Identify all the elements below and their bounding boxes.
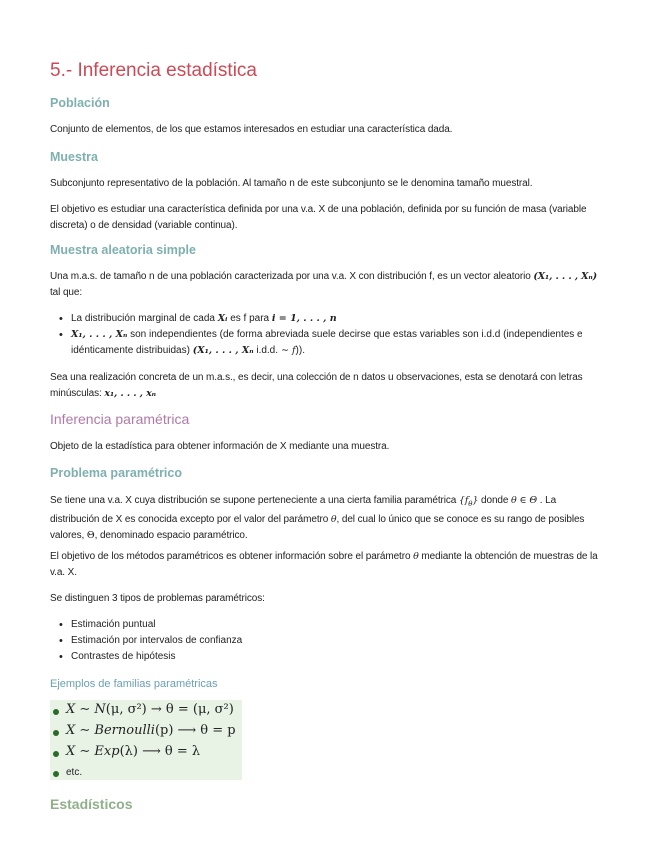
mas-conditions-list (50, 311, 602, 359)
page-title: 5.- Inferencia estadística (50, 60, 257, 81)
mas-intro: Una m.a.s. de tamaño n de una población caracterizada por una v.a. X con distribución f, es un vector aleatorio (X₁, . . . , Xₙ) tal que: (50, 271, 598, 298)
problema-text-1: Se tiene una v.a. X cuya distribución se supone perteneciente a una cierta familia paramétrica $\{f_\theta\}$ donde θ ∈ Θ . La distribución de X es conocida excepto por el valor del parámetro θ, del cual lo único que se conoce es su rango de posibles valores, Θ, denominado espacio paramétrico. (50, 495, 585, 541)
list-item: • Estimación puntual (50, 617, 602, 633)
list-item: • Contrastes de hipótesis (50, 649, 602, 665)
heading-muestra: Muestra (50, 150, 98, 164)
list-item: • Estimación por intervalos de confianza (50, 633, 602, 649)
inferencia-text: Objeto de la estadística para obtener información de X mediante una muestra. (50, 441, 390, 452)
bullet-icon (53, 771, 59, 777)
heading-inferencia-parametrica: Inferencia paramétrica (50, 411, 190, 427)
examples-box: X ∼ N(μ, σ²) → θ = (μ, σ²) X ∼ Bernoulli(p) ⟶ θ = p X ∼ Exp(λ) ⟶ θ = λ etc. (50, 700, 242, 780)
example-normal: X ∼ N(μ, σ²) → θ = (μ, σ²) (50, 702, 242, 724)
problema-text-3: Se distinguen 3 tipos de problemas paramétricos: (50, 593, 265, 604)
tipos-problemas-list (50, 617, 602, 665)
bullet-icon (53, 709, 59, 715)
bullet-icon (53, 751, 59, 757)
list-item: • X₁, . . . , Xₙ son independientes (de forma abreviada suele decirse que estas variables son i.d.d (independientes e idénticamente distribuidas) (X₁, . . . , Xₙ i.d.d. ∼ f)). (50, 327, 602, 359)
problema-text-2: El objetivo de los métodos paramétricos es obtener información sobre el parámetro θ mediante la obtención de muestras de la v.a. X. (50, 551, 598, 578)
heading-ejemplos: Ejemplos de familias paramétricas (50, 678, 218, 690)
heading-muestra-aleatoria-simple: Muestra aleatoria simple (50, 243, 196, 257)
heading-problema-parametrico: Problema paramétrico (50, 466, 182, 480)
list-item: • La distribución marginal de cada Xᵢ es f para i = 1, . . . , n (50, 311, 602, 327)
heading-poblacion: Población (50, 96, 110, 110)
bullet-icon (53, 730, 59, 736)
poblacion-text: Conjunto de elementos, de los que estamos interesados en estudiar una característica dada. (50, 124, 453, 135)
heading-estadisticos: Estadísticos (50, 796, 133, 812)
mas-realizacion: Sea una realización concreta de un m.a.s., es decir, una colección de n datos u observaciones, esta se denotará con letras minúsculas: x₁, . . . , xₙ (50, 372, 583, 399)
muestra-text-2: El objetivo es estudiar una característica definida por una v.a. X de una población, definida por su función de masa (variable discreta) o de densidad (variable continua). (50, 204, 587, 231)
muestra-text-1: Subconjunto representativo de la población. Al tamaño n de este subconjunto se le denomina tamaño muestral. (50, 178, 533, 189)
